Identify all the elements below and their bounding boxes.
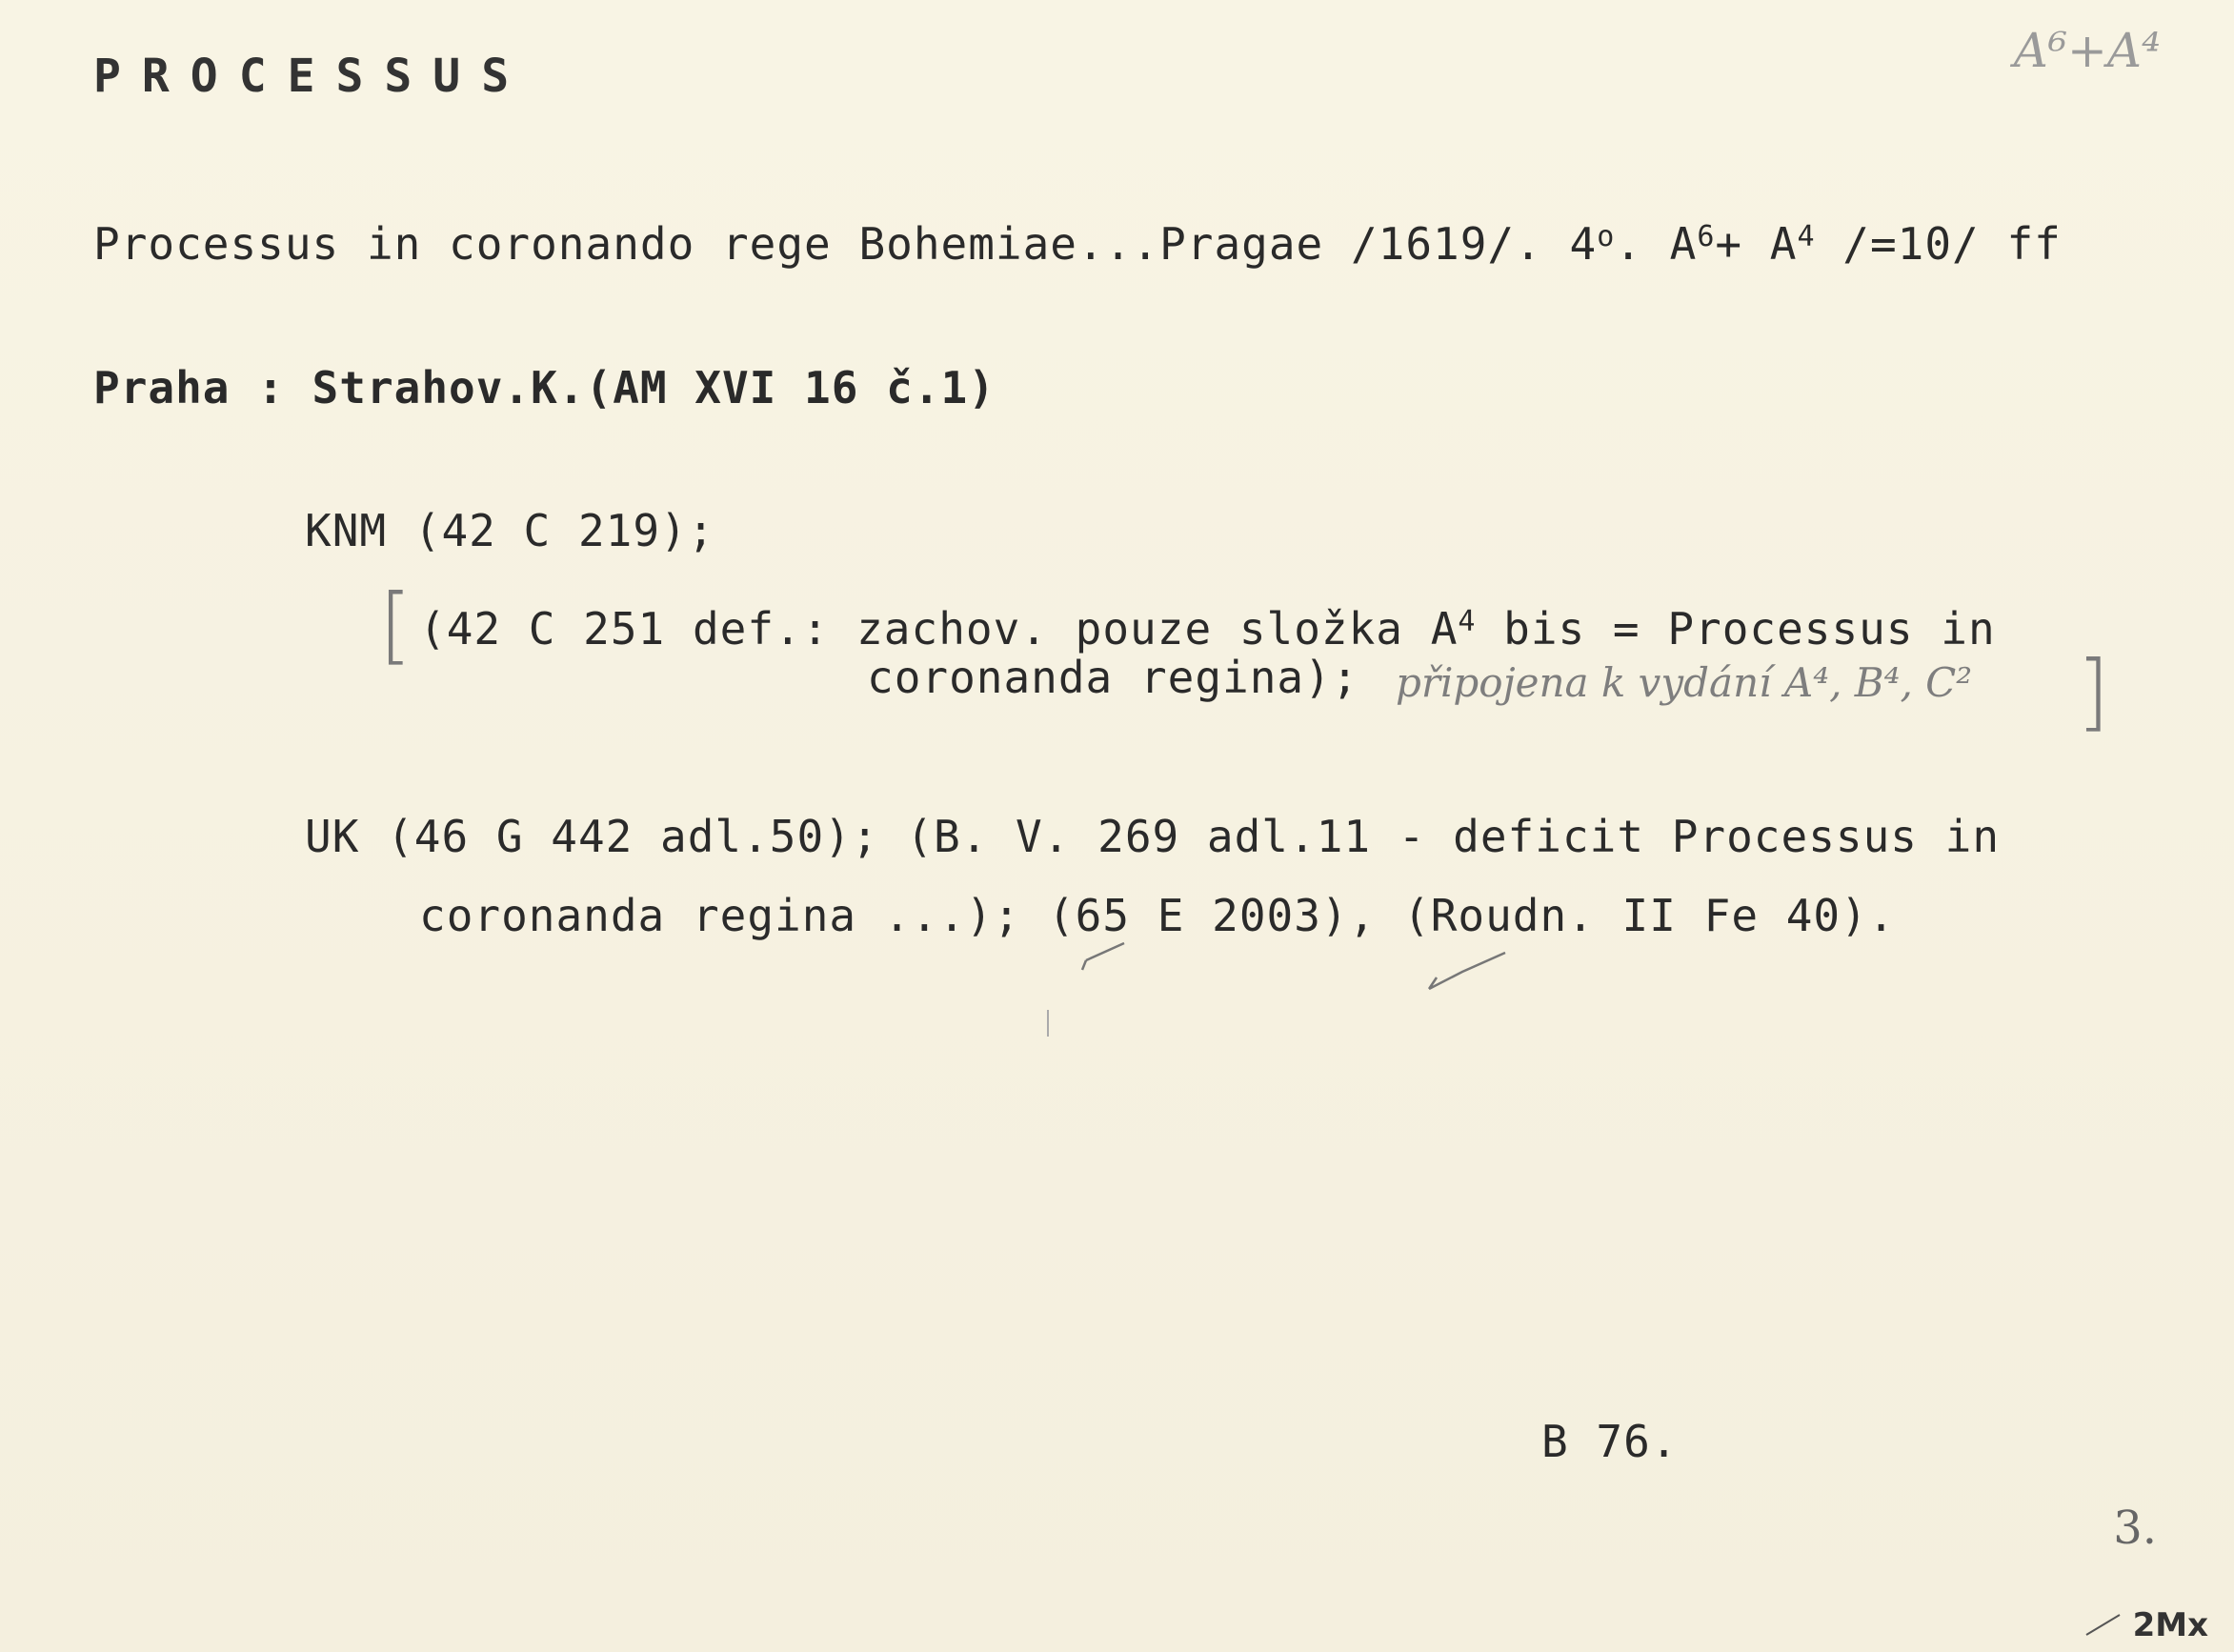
knm-entry-2-prefix: (42 C 251 def.: zachov. pouze složka A xyxy=(419,603,1459,655)
page-number: 3. xyxy=(2113,1501,2157,1555)
uk-entry-line2: coronanda regina ...); (65 E 2003), (Roudn. II Fe 40). xyxy=(419,890,1896,941)
title-mid2: + A xyxy=(1715,218,1798,270)
title-suffix: /=10/ ff xyxy=(1815,218,2062,270)
card-heading: PROCESSUS xyxy=(93,50,531,103)
title-prefix: Processus in coronando rege Bohemiae...Pragae /1619/. 4 xyxy=(93,218,1598,270)
shelfmark: B 76. xyxy=(1541,1416,1679,1467)
stamp-stroke-mark xyxy=(2086,1615,2120,1635)
format-degree: o xyxy=(1597,220,1616,253)
collation-sup-2: 4 xyxy=(1797,220,1816,253)
bracket-open-mark: [ xyxy=(379,575,413,674)
checkmark-2-icon xyxy=(1429,953,1505,989)
knm-entry-2-suffix: bis = Processus in xyxy=(1476,603,1996,655)
knm-entry-1: KNM (42 C 219); xyxy=(305,505,715,556)
uk-entry-line1: UK (46 G 442 adl.50); (B. V. 269 adl.11 - deficit Processus in xyxy=(305,811,2001,862)
title-mid1: . A xyxy=(1615,218,1698,270)
handwritten-knm-note: připojena k vydání A⁴, B⁴, C² xyxy=(1396,659,1973,706)
bracket-close-mark: ] xyxy=(2077,642,2110,740)
location-entry: Praha : Strahov.K.(AM XVI 16 č.1) xyxy=(93,362,996,413)
knm-entry-2-sup: 4 xyxy=(1458,605,1477,638)
checkmark-1-icon xyxy=(1082,943,1124,970)
stamp-mark: 2Mx xyxy=(2132,1606,2208,1644)
handwritten-collation-note: A⁶+A⁴ xyxy=(2013,23,2161,78)
collation-sup-1: 6 xyxy=(1697,220,1716,253)
knm-entry-2-line2: coronanda regina); xyxy=(867,652,1359,703)
